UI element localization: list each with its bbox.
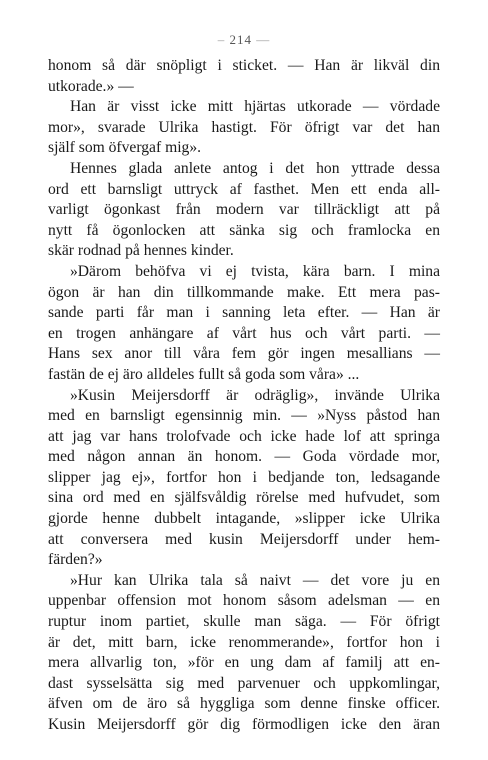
text-line: ord ett barnsligt uttryck af fasthet. Men ett enda all- [48,180,440,198]
text-line: att jag var hans trolofvade och icke hade lof att springa [48,427,440,445]
text-line: färden?» [48,551,103,569]
header-dash-right: — [256,32,271,47]
text-line: dast sysselsätta sig med parvenuer och uppkomlingar, [48,674,440,692]
text-line: äfven om de äro så hyggliga som denne finske officer. [48,695,440,713]
text-line: sina ord med en själfsvåldig rörelse med hufvudet, som [48,489,440,507]
text-line: med en barnsligt egensinnig min. — »Nyss påstod han [48,407,440,425]
text-line: sande parti får man i sanning leta efter. — Han är [48,304,440,322]
page-number-header [0,32,488,48]
text-line: gjorde henne dubbelt intagande, »slipper icke Ulrika [48,510,440,528]
text-line: ruptur inom partiet, skulle man säga. — För öfrigt [48,613,440,631]
text-line: Hans sex anor till våra fem gör ingen mesallians — [48,345,440,363]
text-line: utkorade.» — [48,77,134,95]
text-line: mera allvarlig ton, »för en ung dam af familj att en- [48,654,440,672]
text-line: själf som öfvergaf mig». [48,139,202,157]
text-line: nytt få ögonlocken att sänka sig och framlocka en [48,221,440,239]
text-line: slipper jag ej», fortfor hon i bedjande ton, ledsagande [48,468,440,486]
body-text [48,56,440,736]
text-line: mor», svarade Ulrika hastigt. För öfrigt var det han [48,118,440,136]
header-dash-left: – [217,32,226,47]
text-line: »Hur kan Ulrika tala så naivt — det vore ju en [70,571,440,589]
text-line: ögon är han din tillkommande make. Ett mera pas- [48,283,440,301]
text-line: en trogen anhängare af vårt hus och vårt parti. — [48,324,440,342]
text-line: Han är visst icke mitt hjärtas utkorade — vördade [70,98,440,116]
text-line: Hennes glada anlete antog i det hon yttrade dessa [70,159,440,177]
text-line: är det, mitt barn, icke renommerande», fortfor hon i [48,633,440,651]
text-line: skär rodnad på hennes kinder. [48,242,234,260]
text-line: honom så där snöpligt i sticket. — Han är likväl din [48,57,440,74]
text-line: att conversera med kusin Meijersdorff under hem- [48,530,440,548]
text-line: Kusin Meijersdorff gör dig förmodligen icke den äran [48,716,440,733]
text-line: varligt ögonkast från modern var tillräckligt att på [48,201,440,219]
page-number: 214 [229,32,252,47]
text-line: »Kusin Meijersdorff är odräglig», invände Ulrika [70,386,440,404]
text-line: med någon annan än honom. — Goda vördade mor, [48,448,440,466]
text-line: uppenbar offension mot honom såsom adelsman — en [48,592,440,610]
text-line: fastän de ej äro alldeles fullt så goda som våra» ... [48,365,360,383]
text-line: »Därom behöfva vi ej tvista, kära barn. I mina [70,262,440,280]
